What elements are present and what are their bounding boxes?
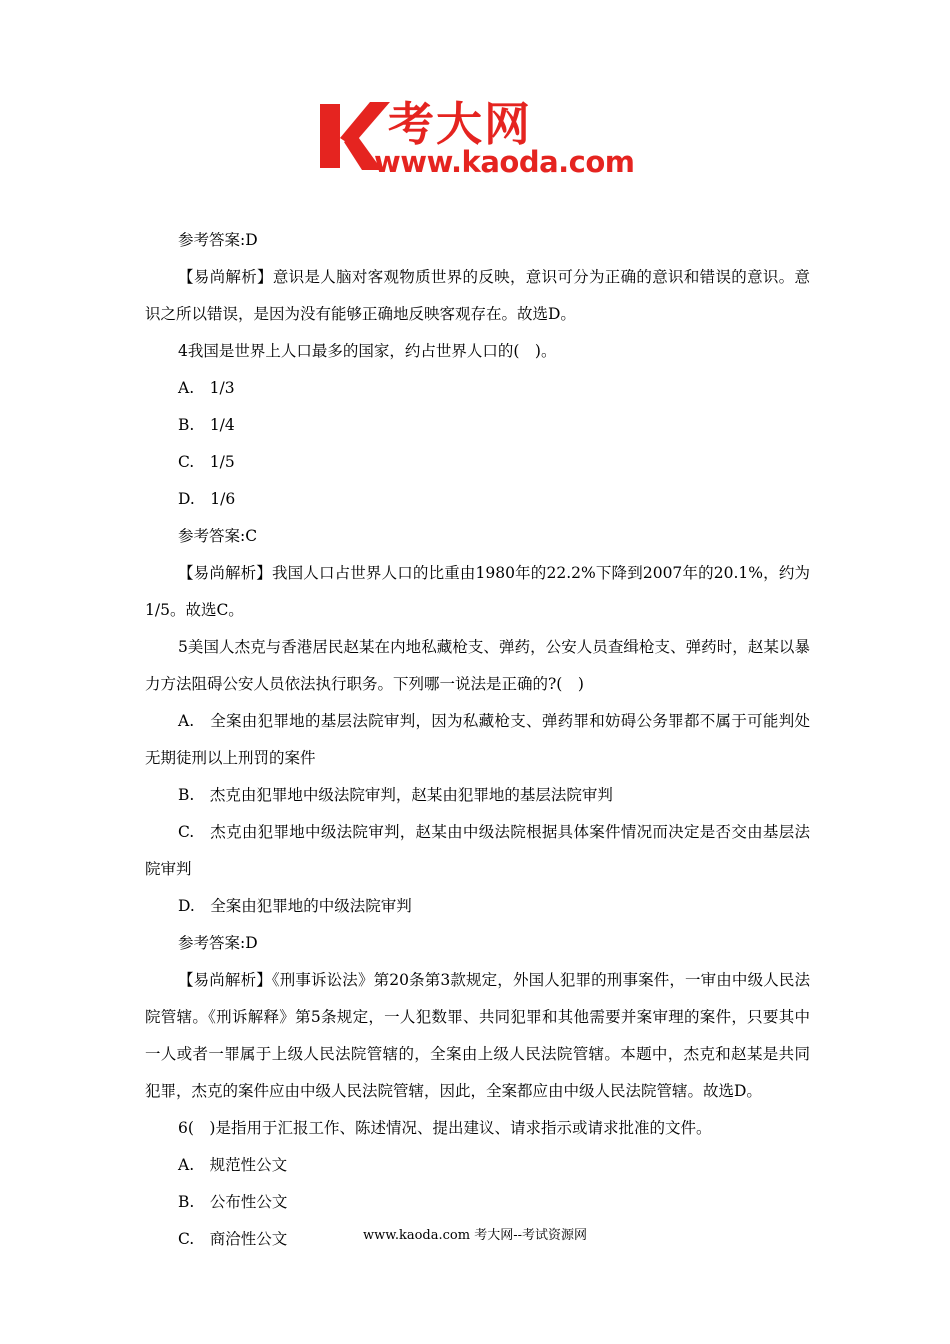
logo-title: 考大网 [388, 97, 532, 151]
answer-line: 参考答案:D [178, 934, 258, 952]
option-d: D. 1/6 [178, 490, 236, 508]
kaoda-logo [318, 98, 640, 182]
option-a: A. 规范性公文 [178, 1156, 288, 1174]
page-footer: www.kaoda.com 考大网--考试资源网 [363, 1228, 587, 1243]
question-6: 6( )是指用于汇报工作、陈述情况、提出建议、请求指示或请求批准的文件。 [178, 1119, 712, 1137]
option-b: B. 公布性公文 [178, 1193, 288, 1211]
option-a: A. 全案由犯罪地的基层法院审判，因为私藏枪支、弹药罪和妨碍公务罪都不属于可能判处无期徒刑以上刑罚的案件 [145, 712, 810, 767]
document-body [145, 222, 810, 1258]
question-5: 5美国人杰克与香港居民赵某在内地私藏枪支、弹药，公安人员查缉枪支、弹药时，赵某以暴力方法阻碍公安人员依法执行职务。下列哪一说法是正确的?( ) [145, 638, 810, 693]
analysis-paragraph: 【易尚解析】意识是人脑对客观物质世界的反映，意识可分为正确的意识和错误的意识。意识之所以错误，是因为没有能够正确地反映客观存在。故选D。 [145, 268, 810, 323]
question-4: 4我国是世界上人口最多的国家，约占世界人口的( )。 [178, 342, 557, 360]
option-a: A. 1/3 [178, 379, 235, 397]
answer-line: 参考答案:C [178, 527, 258, 545]
answer-line: 参考答案:D [178, 231, 258, 249]
option-c: C. 商洽性公文 [178, 1230, 288, 1248]
analysis-paragraph: 【易尚解析】《刑事诉讼法》第20条第3款规定，外国人犯罪的刑事案件，一审由中级人民法院管辖。《刑诉解释》第5条规定，一人犯数罪、共同犯罪和其他需要并案审理的案件，只要其中一人或者一罪属于上级人民法院管辖的，全案由上级人民法院管辖。本题中，杰克和赵某是共同犯罪，杰克的案件应由中级人民法院管辖，因此，全案都应由中级人民法院管辖。故选D。 [145, 971, 810, 1100]
option-b: B. 杰克由犯罪地中级法院审判，赵某由犯罪地的基层法院审判 [178, 786, 613, 804]
option-b: B. 1/4 [178, 416, 235, 434]
option-c: C. 1/5 [178, 453, 235, 471]
logo-url: www.kaoda.com [374, 145, 635, 179]
analysis-paragraph: 【易尚解析】我国人口占世界人口的比重由1980年的22.2%下降到2007年的20.1%，约为1/5。故选C。 [145, 564, 810, 619]
option-d: D. 全案由犯罪地的中级法院审判 [178, 897, 412, 915]
option-c: C. 杰克由犯罪地中级法院审判，赵某由中级法院根据具体案件情况而决定是否交由基层法院审判 [145, 823, 810, 878]
